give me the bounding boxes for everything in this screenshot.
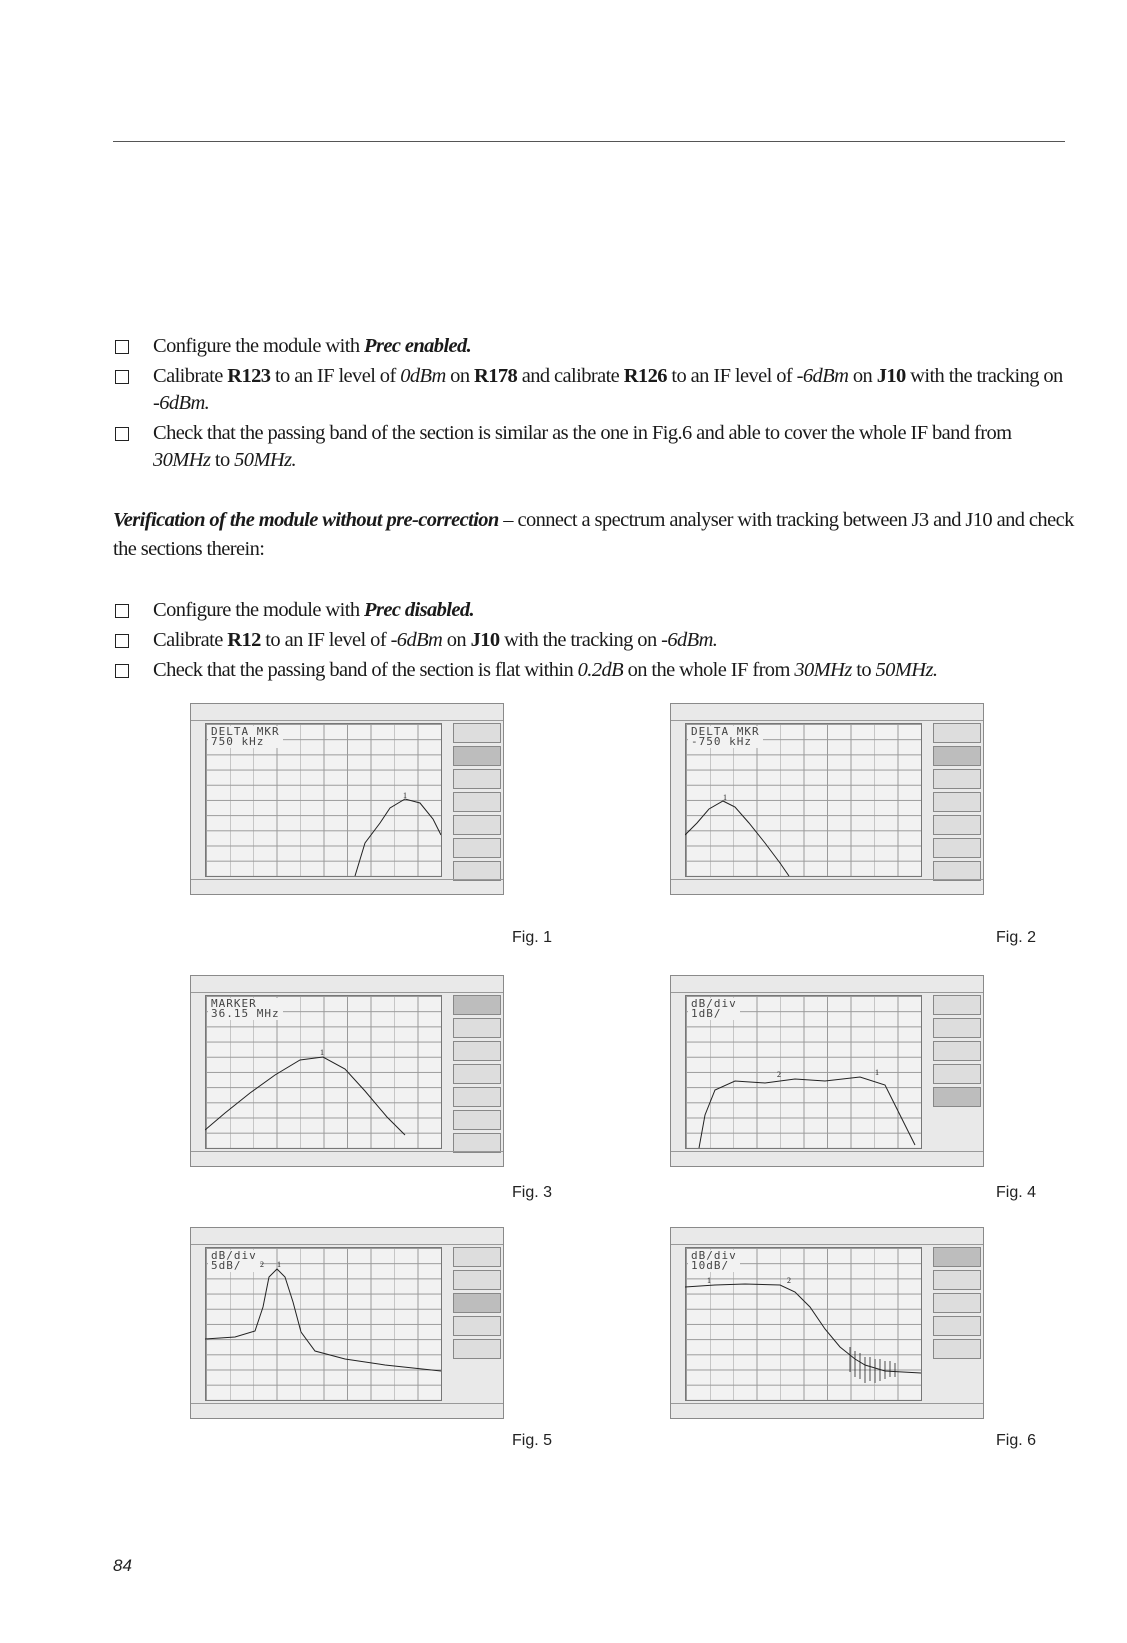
checkbox-square-icon	[115, 634, 129, 648]
checkbox-square-icon	[115, 370, 129, 384]
analyser-header	[191, 1228, 503, 1245]
bullet-text-segment: Check that the passing band of the section is similar as the one in Fig.6 and able to cover the whole IF band from	[153, 422, 1012, 444]
bullet-text-segment: on the whole IF from	[623, 659, 795, 681]
checkbox-square-icon	[115, 604, 129, 618]
svg-text:1: 1	[723, 793, 727, 802]
bullet-text-segment: Calibrate	[153, 365, 228, 387]
analyser-header	[191, 704, 503, 721]
figure-1-screenshot	[190, 703, 504, 895]
checkbox-square-icon	[115, 340, 129, 354]
analyser-footer	[671, 879, 983, 894]
analyser-footer	[671, 1151, 983, 1166]
bullets_bottom-item	[113, 627, 1073, 654]
figure-2-caption: Fig. 2	[996, 929, 1037, 946]
softkey-panel	[453, 1247, 501, 1399]
bullet-text-segment: Calibrate	[153, 629, 228, 651]
svg-text:2: 2	[777, 1070, 781, 1079]
analyser-footer	[191, 1151, 503, 1166]
svg-text:2: 2	[260, 1260, 264, 1269]
bullets_top-item	[113, 363, 1073, 417]
figure-1-caption: Fig. 1	[512, 929, 553, 946]
softkey-panel	[453, 995, 501, 1147]
bullet-text-segment: 30MHz	[153, 449, 211, 471]
figure-5-caption: Fig. 5	[512, 1432, 553, 1449]
marker-readout: DELTA MKR -750 kHz	[688, 726, 763, 748]
bullets_bottom-item	[113, 597, 1073, 624]
bullets_top-item	[113, 420, 1073, 474]
softkey-panel	[933, 1247, 981, 1399]
softkey-panel	[933, 723, 981, 875]
bullet-text-segment: 0.2dB	[577, 659, 624, 681]
bullet-text-segment: on	[445, 365, 475, 387]
analyser-header	[671, 976, 983, 993]
bullet-text-segment: to an IF level of	[260, 629, 391, 651]
checkbox-square-icon	[115, 664, 129, 678]
marker-readout: dB/div 10dB/	[688, 1250, 740, 1272]
bullet-text-segment: R126	[623, 365, 667, 387]
bullet-text-segment: Prec enabled.	[364, 335, 472, 357]
bullet-text-segment: to	[851, 659, 876, 681]
bullet-text-segment: with the tracking on	[905, 365, 1063, 387]
bullet-text-segment: -6dBm	[796, 365, 849, 387]
figure-6-caption: Fig. 6	[996, 1432, 1037, 1449]
softkey-panel	[933, 995, 981, 1147]
bullet-text-segment: -6dBm.	[661, 629, 718, 651]
checkbox-square-icon	[115, 427, 129, 441]
analyser-footer	[191, 1403, 503, 1418]
bullet-text-segment: and calibrate	[517, 365, 624, 387]
bullet-text-segment: Prec disabled.	[364, 599, 475, 621]
bullet-text-segment: Configure the module with	[153, 599, 365, 621]
analyser-header	[191, 976, 503, 993]
bullets_bottom-item	[113, 657, 1073, 684]
bullet-text-segment: Check that the passing band of the section is flat within	[153, 659, 578, 681]
svg-text:1: 1	[277, 1260, 281, 1269]
bullet-text-segment: -6dBm	[390, 629, 443, 651]
figure-4-caption: Fig. 4	[996, 1184, 1037, 1201]
bullet-text-segment: -6dBm.	[153, 392, 210, 414]
figure-4-screenshot	[670, 975, 984, 1167]
softkey-panel	[453, 723, 501, 875]
analyser-footer	[671, 1403, 983, 1418]
verification-paragraph	[113, 506, 1075, 564]
bullet-text-segment: R12	[227, 629, 261, 651]
bullet-text-segment: R178	[474, 365, 518, 387]
figure-2-screenshot	[670, 703, 984, 895]
marker-readout: dB/div 5dB/	[208, 1250, 260, 1272]
marker-readout: MARKER 36.15 MHz	[208, 998, 283, 1020]
bullet-text-segment: 30MHz	[794, 659, 852, 681]
bullet-text-segment: to an IF level of	[270, 365, 401, 387]
svg-text:1: 1	[707, 1276, 711, 1285]
figure-3-screenshot	[190, 975, 504, 1167]
bullet-text-segment: on	[848, 365, 877, 387]
verification-lead: Verification of the module without pre-correction	[113, 509, 499, 531]
marker-readout: DELTA MKR 750 kHz	[208, 726, 283, 748]
verification-text: – connect a spectrum analyser with tracking between J3 and J10 and check the sections therein:	[113, 509, 1074, 560]
bullet-text-segment: R123	[227, 365, 271, 387]
bullet-text-segment: to	[210, 449, 235, 471]
bullet-text-segment: J10	[876, 365, 906, 387]
analyser-header	[671, 1228, 983, 1245]
analyser-footer	[191, 879, 503, 894]
svg-text:1: 1	[875, 1068, 879, 1077]
bullet-list-prec-enabled	[113, 333, 1073, 477]
analyser-header	[671, 704, 983, 721]
bullet-text-segment: 50MHz.	[234, 449, 297, 471]
bullet-text-segment: Configure the module with	[153, 335, 365, 357]
svg-text:1: 1	[403, 791, 407, 800]
bullet-list-prec-disabled	[113, 597, 1073, 687]
bullet-text-segment: J10	[470, 629, 500, 651]
bullets_top-item	[113, 333, 1073, 360]
bullet-text-segment: 50MHz.	[875, 659, 938, 681]
bullet-text-segment: with the tracking on	[499, 629, 662, 651]
svg-text:1: 1	[320, 1048, 324, 1057]
bullet-text-segment: 0dBm	[400, 365, 446, 387]
figure-3-caption: Fig. 3	[512, 1184, 553, 1201]
bullet-text-segment: to an IF level of	[666, 365, 797, 387]
bullet-text-segment: on	[442, 629, 471, 651]
svg-text:2: 2	[787, 1276, 791, 1285]
figure-6-screenshot	[670, 1227, 984, 1419]
marker-readout: dB/div 1dB/	[688, 998, 740, 1020]
header-rule	[113, 141, 1065, 142]
page-number: 84	[113, 1556, 132, 1575]
figure-5-screenshot	[190, 1227, 504, 1419]
